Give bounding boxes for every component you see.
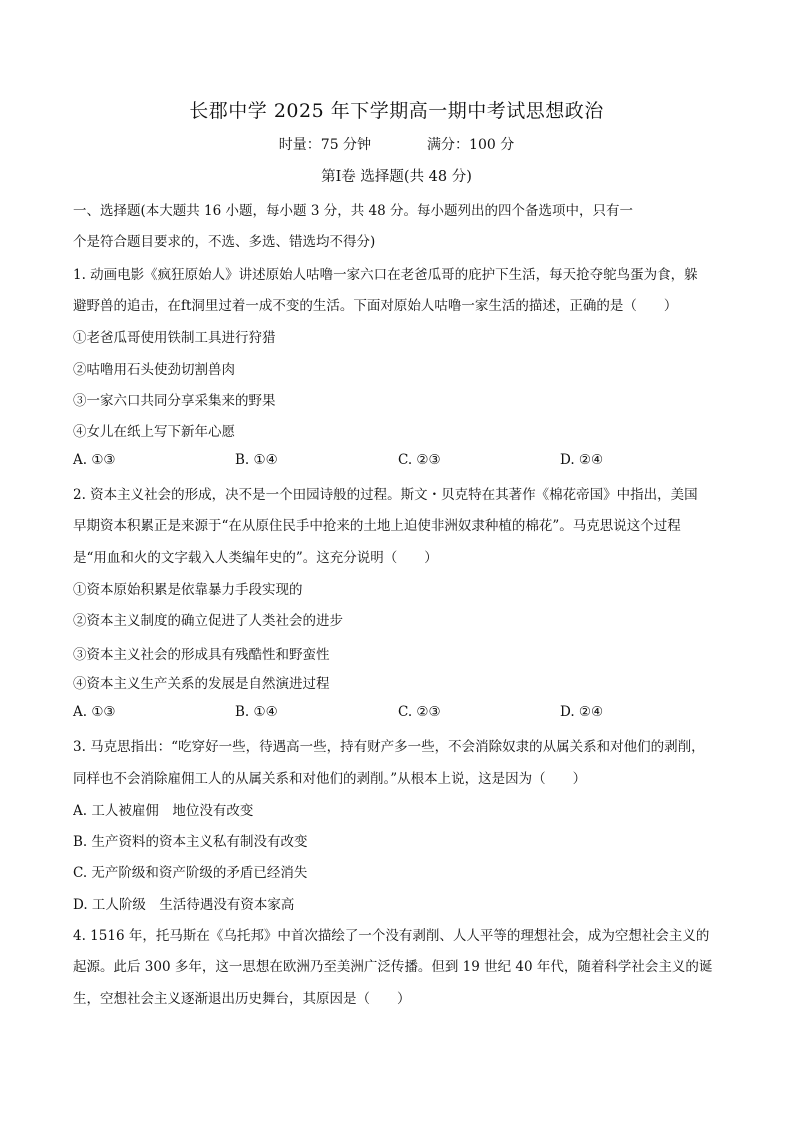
question-stem: 同样也不会消除雇佣工人的从属关系和对他们的剥削。”从根本上说，这是因为（ ）: [73, 771, 587, 787]
question-stem: 3. 马克思指出：“吃穿好一些，待遇高一些，持有财产多一些，不会消除奴隶的从属关系和对他们的剥削，: [73, 739, 705, 755]
option-a: A. ①③: [73, 452, 116, 468]
question-stem: 1. 动画电影《疯狂原始人》讲述原始人咕噜一家六口在老爸瓜哥的庇护下生活，每天抢夺鸵鸟蛋为食，躲: [73, 267, 698, 283]
question-stem: 是“用血和火的文字载入人类编年史的”。这充分说明（ ）: [73, 550, 438, 566]
option-c: C. ②③: [398, 452, 441, 468]
statement: ④女儿在纸上写下新年心愿: [73, 424, 235, 440]
choice: C. 无产阶级和资产阶级的矛盾已经消失: [73, 865, 308, 881]
exam-title: 长郡中学 2025 年下学期高一期中考试思想政治: [189, 100, 604, 122]
section-heading: 第Ⅰ卷 选择题(共 48 分): [321, 169, 472, 185]
statement: ②资本主义制度的确立促进了人类社会的进步: [73, 613, 343, 629]
choice: B. 生产资料的资本主义私有制没有改变: [73, 834, 308, 850]
statement: ④资本主义生产关系的发展是自然演进过程: [73, 676, 330, 692]
choice: D. 工人阶级 生活待遇没有资本家高: [73, 897, 295, 913]
exam-meta: [0, 134, 793, 154]
instruction-line: 个是符合题目要求的，不选、多选、错选均不得分): [73, 234, 376, 250]
statement: ①老爸瓜哥使用铁制工具进行狩猎: [73, 330, 276, 346]
question-stem: 起源。此后 300 多年，这一思想在欧洲乃至美洲广泛传播。但到 19 世纪 40 年代，随着科学社会主义的诞: [73, 959, 713, 975]
option-b: B. ①④: [235, 704, 278, 720]
option-d: D. ②④: [560, 704, 604, 720]
option-c: C. ②③: [398, 704, 441, 720]
question-stem: 4. 1516 年，托马斯在《乌托邦》中首次描绘了一个没有剥削、人人平等的理想社会，成为空想社会主义的: [73, 928, 710, 944]
option-a: A. ①③: [73, 704, 116, 720]
statement: ②咕噜用石头使劲切割兽肉: [73, 362, 235, 378]
instruction-line: 一、选择题(本大题共 16 小题，每小题 3 分，共 48 分。每小题列出的四个备选项中，只有一: [73, 203, 633, 219]
question-stem: 避野兽的追击，在ft洞里过着一成不变的生活。下面对原始人咕噜一家生活的描述，正确的是（ ）: [73, 298, 678, 314]
exam-time: 时量：75 分钟: [278, 137, 372, 153]
statement: ①资本原始积累是依靠暴力手段实现的: [73, 582, 303, 598]
question-stem: 2. 资本主义社会的形成，决不是一个田园诗般的过程。斯文・贝克特在其著作《棉花帝国》中指出，美国: [73, 487, 698, 503]
question-stem: 生，空想社会主义逐渐退出历史舞台，其原因是（ ）: [73, 991, 411, 1007]
question-stem: 早期资本积累正是来源于“在从原住民手中抢来的土地上迫使非洲奴隶种植的棉花”。马克思说这个过程: [73, 518, 681, 534]
option-d: D. ②④: [560, 452, 604, 468]
statement: ③资本主义社会的形成具有残酷性和野蛮性: [73, 647, 330, 663]
choice: A. 工人被雇佣 地位没有改变: [73, 803, 254, 819]
exam-score: 满分：100 分: [427, 137, 515, 153]
option-b: B. ①④: [235, 452, 278, 468]
statement: ③一家六口共同分享采集来的野果: [73, 393, 276, 409]
